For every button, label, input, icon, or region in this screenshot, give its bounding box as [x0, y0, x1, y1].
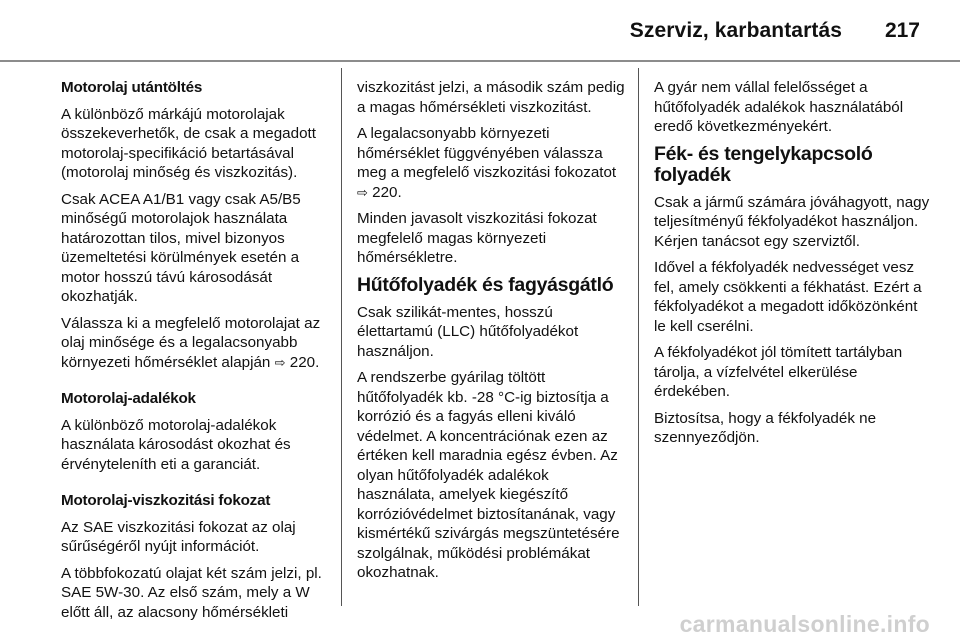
- subheading-oil-viscosity: Motorolaj-viszkozitási fokozat: [61, 492, 271, 509]
- paragraph: viszkozitást jelzi, a második szám pedig a magas hőmérsékleti viszkozitást.: [357, 79, 625, 116]
- column-left: [61, 78, 331, 622]
- paragraph: A különböző márkájú motorolajak összekeverhetők, de csak a megadott motorolaj-specifikáció betartásával (motorolaj minőség és viszkozitás).: [61, 105, 316, 181]
- page-header: [0, 0, 960, 62]
- paragraph: Csak szilikát-mentes, hosszú élettartamú (LLC) hűtőfolyadékot használjon.: [357, 303, 579, 360]
- subheading-oil-additives: Motorolaj-adalékok: [61, 390, 196, 407]
- paragraph: [61, 314, 331, 373]
- paragraph: A gyár nem vállal felelősséget a hűtőfolyadék adalékok használatából eredő következményekért.: [654, 79, 904, 135]
- column-right: [654, 78, 930, 448]
- page-title: Szerviz, karbantartás: [629, 19, 842, 42]
- paragraph: A különböző motorolaj-adalékok használata károsodást okozhat és érvényteleníth eti a garanciát.: [61, 416, 291, 473]
- column-divider: [341, 68, 342, 606]
- column-divider: [638, 68, 639, 606]
- paragraph-text: A legalacsonyabb környezeti hőmérséklet függvényében válassza meg a megfelelő viszkozitási fokozatot: [357, 125, 617, 181]
- section-heading-brake-fluid: Fék- és tengelykapcsoló folyadék: [654, 142, 873, 186]
- page-reference-arrow-icon: ⇨: [274, 354, 286, 370]
- header-rule: [0, 60, 960, 62]
- watermark: carmanualsonline.info: [679, 611, 930, 637]
- section-heading-coolant: Hűtőfolyadék és fagyásgátló: [357, 273, 614, 296]
- paragraph: A fékfolyadékot jól tömített tartályban tárolja, a vízfelvétel elkerülése érdekében.: [654, 344, 903, 400]
- paragraph-text: Válassza ki a megfelelő motorolajat az olaj minősége és a legalacsonyabb környezeti hőmérséklet alapján: [61, 314, 321, 371]
- paragraph: A rendszerbe gyárilag töltött hűtőfolyadék kb. -28 °C-ig biztosítja a korrózió és a fagyás elleni kiváló védelmet. A koncentrációnak ezen az értéken kell maradnia egész évben. Az olyan hűtőfolyadék adalékok használata, amelyek kiegészítő korrózióvédelmet biztosítanának, vagy kismértékű szivárgás megszüntetésére szolgálnak, működési problémákat okozhatnak.: [357, 369, 620, 581]
- page-number: 217: [884, 19, 920, 42]
- page-reference: 220.: [372, 183, 402, 201]
- paragraph: Csak ACEA A1/B1 vagy csak A5/B5 minőségű motorolajok használata határozottan tilos, mivel bizonyos üzemeltetési körülmények esetén a motor hosszú távú károsodását okozhatják.: [61, 190, 301, 305]
- column-middle: [357, 78, 629, 583]
- paragraph: Idővel a fékfolyadék nedvességet vesz fel, amely csökkenti a fékhatást. Ezért a fékfolyadékot a megadott időközönként le kell cserélni.: [654, 259, 922, 335]
- paragraph: Minden javasolt viszkozitási fokozat megfelelő magas környezeti hőmérsékletre.: [357, 210, 597, 266]
- page-reference-arrow-icon: ⇨: [357, 184, 368, 200]
- paragraph: Biztosítsa, hogy a fékfolyadék ne szennyeződjön.: [654, 409, 877, 446]
- paragraph: [357, 124, 629, 202]
- page-reference: 220.: [289, 353, 320, 371]
- subheading-oil-topup: Motorolaj utántöltés: [61, 79, 203, 96]
- paragraph: Az SAE viszkozitási fokozat az olaj sűrűségéről nyújt információt.: [61, 518, 296, 555]
- paragraph: Csak a jármű számára jóváhagyott, nagy teljesítményű fékfolyadékot használjon. Kérjen tanácsot egy szerviztől.: [654, 193, 930, 250]
- paragraph: A többfokozatú olajat két szám jelzi, pl. SAE 5W-30. Az első szám, mely a W előtt áll, az alacsony hőmérsékleti: [61, 564, 322, 621]
